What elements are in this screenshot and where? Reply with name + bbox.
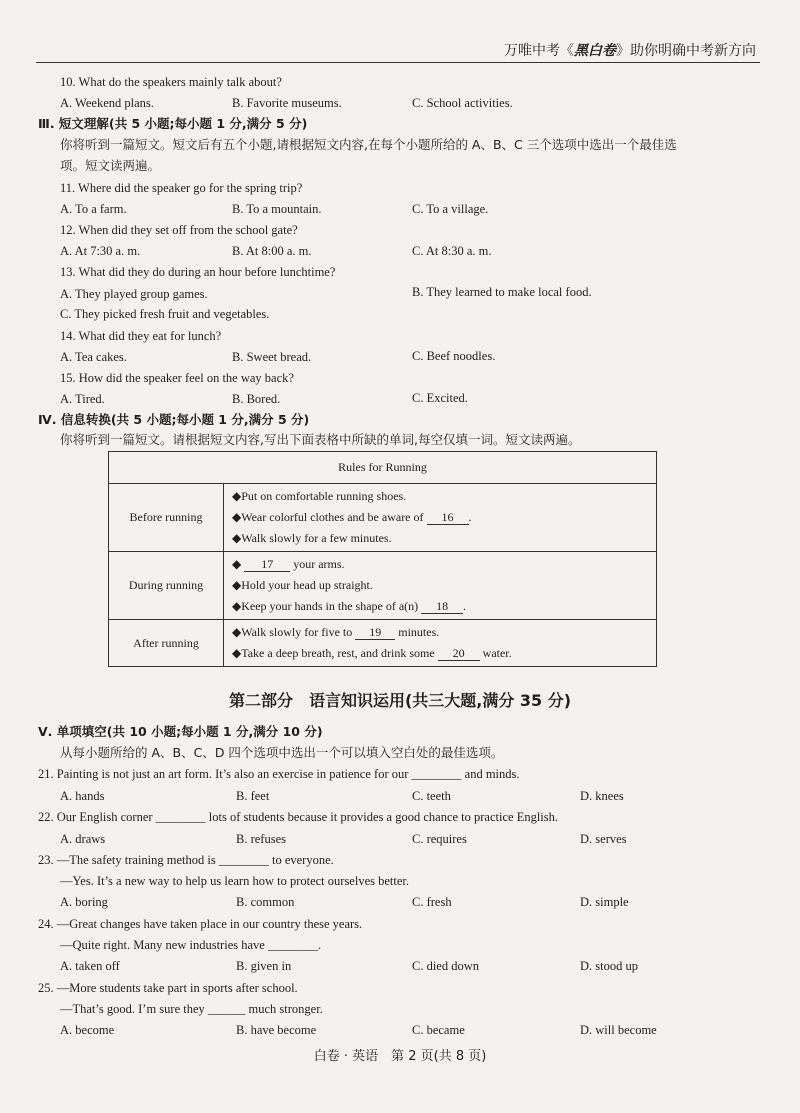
item-text: ◆Keep your hands in the shape of a(n) <box>232 599 422 613</box>
item-text: . <box>463 599 467 613</box>
item-text: ◆ <box>232 557 245 571</box>
q22-option-a: A. draws <box>60 832 106 846</box>
header-prefix: 万唯中考《 <box>504 43 574 59</box>
question-15-stem: 15. How did the speaker feel on the way back? <box>60 371 294 385</box>
q23-option-a: A. boring <box>60 895 108 909</box>
q21-option-d: D. knees <box>580 789 624 803</box>
answer-blank-20: 20 <box>438 646 480 661</box>
q22-option-c: C. requires <box>412 832 467 846</box>
q11-option-a: A. To a farm. <box>60 202 127 216</box>
q23-option-d: D. simple <box>580 895 629 909</box>
question-23-response: —Yes. It’s a new way to help us learn how to protect ourselves better. <box>60 874 410 888</box>
question-21-stem: 21. Painting is not just an art form. It’s also an exercise in patience for our ________ and minds. <box>38 767 520 781</box>
list-item: ◆Hold your head up straight. <box>232 578 373 592</box>
answer-blank-18: 18 <box>421 599 463 614</box>
item-text: ◆Walk slowly for five to <box>232 625 356 639</box>
list-item <box>232 554 648 575</box>
rules-table-title: Rules for Running <box>109 452 657 484</box>
q14-option-a: A. Tea cakes. <box>60 350 127 364</box>
header-brand-line <box>504 40 756 60</box>
answer-blank-16: 16 <box>427 510 469 525</box>
table-row <box>109 620 657 667</box>
rules-table <box>108 451 657 667</box>
list-item <box>232 507 648 528</box>
q15-option-a: A. Tired. <box>60 392 105 406</box>
q11-option-b: B. To a mountain. <box>232 202 322 216</box>
q14-option-b: B. Sweet bread. <box>232 350 312 364</box>
header-suffix: 》助你明确中考新方向 <box>616 43 756 59</box>
q24-option-b: B. given in <box>236 959 292 973</box>
list-item: ◆Walk slowly for a few minutes. <box>232 531 392 545</box>
stage-before-running: Before running <box>109 484 224 552</box>
question-24-stem: 24. —Great changes have taken place in our country these years. <box>38 917 363 931</box>
item-text: your arms. <box>290 557 345 571</box>
item-text: ◆Wear colorful clothes and be aware of <box>232 510 427 524</box>
page-footer: 白卷 · 英语 第 2 页(共 8 页) <box>313 1049 487 1064</box>
question-14-stem: 14. What did they eat for lunch? <box>60 329 222 343</box>
question-13-stem: 13. What did they do during an hour before lunchtime? <box>60 265 336 279</box>
question-24-response: —Quite right. Many new industries have ________. <box>60 938 322 952</box>
section-3-instruction: 你将听到一篇短文。短文后有五个小题,请根据短文内容,在每个小题所给的 A、B、C 三个选项中选出一个最佳选 <box>60 137 677 152</box>
stage-after-running: After running <box>109 620 224 667</box>
q15-option-c: C. Excited. <box>412 391 468 405</box>
list-item <box>232 622 648 643</box>
table-row <box>109 484 657 552</box>
q23-option-b: B. common <box>236 895 295 909</box>
q15-option-b: B. Bored. <box>232 392 281 406</box>
q11-option-c: C. To a village. <box>412 202 489 216</box>
q21-option-b: B. feet <box>236 789 270 803</box>
after-running-items <box>224 620 657 667</box>
q10-option-b: B. Favorite museums. <box>232 96 342 110</box>
q23-option-c: C. fresh <box>412 895 452 909</box>
list-item <box>232 643 648 664</box>
before-running-items <box>224 484 657 552</box>
item-text: water. <box>479 646 512 660</box>
q13-option-c: C. They picked fresh fruit and vegetables. <box>60 307 270 321</box>
answer-blank-17: 17 <box>244 557 290 572</box>
header-divider <box>36 62 760 63</box>
item-text: minutes. <box>395 625 440 639</box>
q12-option-b: B. At 8:00 a. m. <box>232 244 312 258</box>
q10-option-c: C. School activities. <box>412 96 513 110</box>
answer-blank-19: 19 <box>355 625 395 640</box>
q22-option-d: D. serves <box>580 832 627 846</box>
q21-option-c: C. teeth <box>412 789 451 803</box>
stage-during-running: During running <box>109 552 224 620</box>
section-5-instruction: 从每小题所给的 A、B、C、D 四个选项中选出一个可以填入空白处的最佳选项。 <box>60 745 504 760</box>
question-25-response: —That’s good. I’m sure they ______ much stronger. <box>60 1002 323 1016</box>
section-3-instruction-cont: 项。短文读两遍。 <box>60 158 161 173</box>
q14-option-c: C. Beef noodles. <box>412 349 496 363</box>
question-11-stem: 11. Where did the speaker go for the spring trip? <box>60 181 303 195</box>
question-10-stem: 10. What do the speakers mainly talk about? <box>60 75 282 89</box>
question-22-stem: 22. Our English corner ________ lots of students because it provides a good chance to practice English. <box>38 810 559 824</box>
section-4-title: Ⅳ. 信息转换(共 5 小题;每小题 1 分,满分 5 分) <box>38 412 310 427</box>
q21-option-a: A. hands <box>60 789 105 803</box>
q12-option-a: A. At 7:30 a. m. <box>60 244 141 258</box>
section-4-instruction: 你将听到一篇短文。请根据短文内容,写出下面表格中所缺的单词,每空仅填一词。短文读两遍。 <box>60 432 581 447</box>
during-running-items <box>224 552 657 620</box>
item-text: . <box>468 510 472 524</box>
list-item: ◆Put on comfortable running shoes. <box>232 489 407 503</box>
item-text: ◆Take a deep breath, rest, and drink some <box>232 646 438 660</box>
q24-option-c: C. died down <box>412 959 480 973</box>
q25-option-b: B. have become <box>236 1023 317 1037</box>
q25-option-c: C. became <box>412 1023 465 1037</box>
part-2-title: 第二部分 语言知识运用(共三大题,满分 35 分) <box>228 691 572 710</box>
q12-option-c: C. At 8:30 a. m. <box>412 244 492 258</box>
question-12-stem: 12. When did they set off from the school gate? <box>60 223 298 237</box>
q10-option-a: A. Weekend plans. <box>60 96 154 110</box>
q24-option-d: D. stood up <box>580 959 638 973</box>
section-3-title: Ⅲ. 短文理解(共 5 小题;每小题 1 分,满分 5 分) <box>38 116 308 131</box>
question-25-stem: 25. —More students take part in sports after school. <box>38 981 298 995</box>
q13-option-a: A. They played group games. <box>60 287 208 301</box>
question-23-stem: 23. —The safety training method is ________ to everyone. <box>38 853 334 867</box>
list-item <box>232 596 648 617</box>
q25-option-a: A. become <box>60 1023 115 1037</box>
header-brand: 黑白卷 <box>574 43 616 59</box>
q22-option-b: B. refuses <box>236 832 286 846</box>
section-5-title: Ⅴ. 单项填空(共 10 小题;每小题 1 分,满分 10 分) <box>38 724 323 739</box>
q13-option-b: B. They learned to make local food. <box>412 285 592 299</box>
q25-option-d: D. will become <box>580 1023 657 1037</box>
table-row <box>109 552 657 620</box>
q24-option-a: A. taken off <box>60 959 120 973</box>
